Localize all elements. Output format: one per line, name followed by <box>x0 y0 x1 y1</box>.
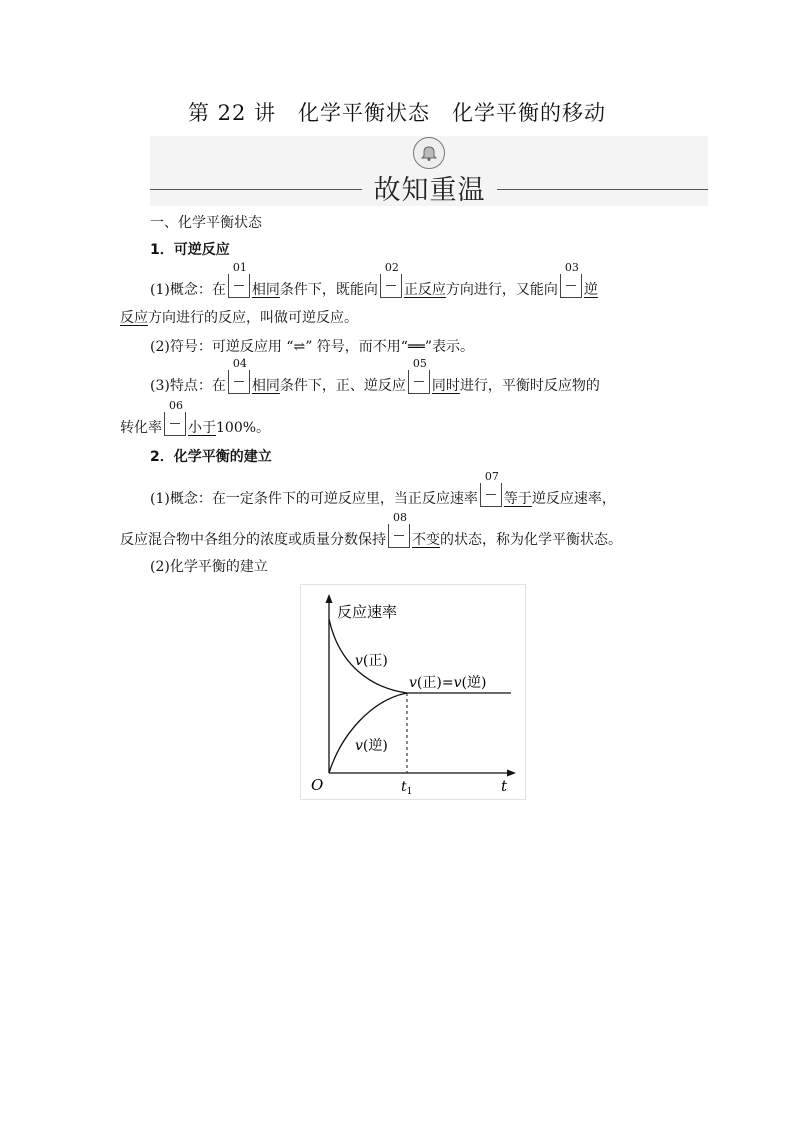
text: 转化率 <box>120 420 162 436</box>
text: 的状态，称为化学平衡状态。 <box>440 532 622 548</box>
text: ”表示。 <box>424 339 474 355</box>
blank-number: 03 <box>561 262 583 273</box>
paragraph-equilibrium-concept <box>150 470 616 509</box>
answer-box-01 <box>228 261 250 298</box>
y-axis-arrow <box>326 594 333 603</box>
equals-text: (正)= <box>416 675 454 691</box>
subsection-heading-2: 2．化学平衡的建立 <box>150 449 272 465</box>
equilibrium-label <box>409 675 486 691</box>
answer-text: 等于 <box>503 491 532 507</box>
banner-rule-left <box>150 189 362 190</box>
y-axis-label: 反应速率 <box>337 603 398 621</box>
text: (3)特点：在 <box>150 378 226 394</box>
answer-box-08 <box>388 511 410 548</box>
t-symbol: t <box>401 779 407 795</box>
bell-icon <box>413 137 445 169</box>
blank-number: 04 <box>229 358 251 369</box>
answer-box-05 <box>408 357 430 394</box>
answer-box-06 <box>164 399 186 436</box>
blank-number: 07 <box>481 471 503 482</box>
answer-text: 正反应 <box>403 282 446 298</box>
blank-number: 05 <box>409 358 431 369</box>
forward-rate-label <box>355 653 388 669</box>
text: 100%。 <box>216 420 271 436</box>
blank-number: 01 <box>229 262 251 273</box>
text: (1)概念：在 <box>150 282 226 298</box>
reverse-rate-curve <box>329 693 407 773</box>
reversible-symbol: ⇌ <box>293 339 306 355</box>
paragraph-features <box>150 357 600 396</box>
subscript: 1 <box>406 787 413 797</box>
blank-number: 06 <box>165 400 187 411</box>
text: 条件下，既能向 <box>279 282 378 298</box>
text: 逆反应速率， <box>531 491 616 507</box>
t1-label <box>401 779 412 797</box>
answer-box-02 <box>380 261 402 298</box>
answer-text: 相同 <box>251 282 280 298</box>
page-title: 第 22 讲 化学平衡状态 化学平衡的移动 <box>187 101 607 125</box>
direction-text: (逆) <box>461 675 487 691</box>
direction-text: (正) <box>362 653 388 669</box>
answer-box-03 <box>560 261 582 298</box>
blank-number: 02 <box>381 262 403 273</box>
equals-symbol: ══ <box>407 339 425 355</box>
v-symbol: v <box>453 675 462 691</box>
reverse-rate-label <box>355 738 388 754</box>
paragraph-symbol <box>150 337 474 357</box>
paragraph-equilibrium-concept-cont <box>120 511 622 550</box>
paragraph-concept <box>150 261 598 300</box>
banner-rule-right <box>497 189 708 190</box>
origin-label: O <box>311 776 324 794</box>
equilibrium-rate-chart <box>300 584 526 800</box>
direction-text: (逆) <box>362 738 388 754</box>
text: ” 符号，而不用“ <box>305 339 408 355</box>
v-symbol: v <box>355 738 363 754</box>
paragraph-features-cont <box>120 399 271 438</box>
answer-text: 不变 <box>412 532 440 548</box>
v-symbol: v <box>409 675 417 691</box>
text: 条件下，正、逆反应 <box>279 378 406 394</box>
text: 进行，平衡时反应物的 <box>459 378 600 394</box>
blank-number: 08 <box>389 512 411 523</box>
answer-text: 反应 <box>120 310 148 326</box>
answer-text: 逆 <box>583 282 598 298</box>
answer-box-07 <box>480 470 502 507</box>
answer-box-04 <box>228 357 250 394</box>
banner-heading: 故知重温 <box>373 175 486 206</box>
text: (2)符号：可逆反应用 “ <box>150 339 294 355</box>
answer-text: 相同 <box>251 378 280 394</box>
answer-text: 小于 <box>188 420 216 436</box>
paragraph-concept-cont <box>120 308 358 328</box>
text: 方向进行，又能向 <box>445 282 558 298</box>
section-heading: 一、化学平衡状态 <box>150 215 262 231</box>
x-axis-label: t <box>501 777 508 795</box>
text: (1)概念：在一定条件下的可逆反应里，当正反应速率 <box>150 491 478 507</box>
answer-text: 同时 <box>431 378 460 394</box>
text: 方向进行的反应，叫做可逆反应。 <box>148 310 358 326</box>
x-axis-arrow <box>507 770 516 777</box>
v-symbol: v <box>355 653 363 669</box>
paragraph-establishment: (2)化学平衡的建立 <box>150 559 268 575</box>
text: 反应混合物中各组分的浓度或质量分数保持 <box>120 532 386 548</box>
chart-svg <box>301 585 527 801</box>
subsection-heading-1: 1．可逆反应 <box>150 242 230 258</box>
